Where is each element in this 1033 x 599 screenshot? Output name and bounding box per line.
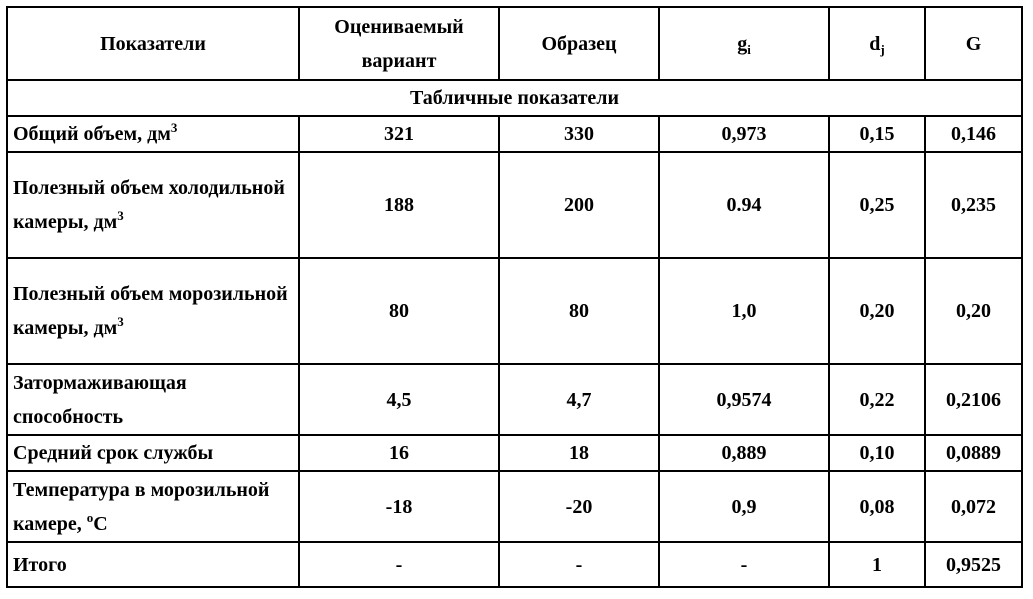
total-row xyxy=(7,542,1022,587)
cell-sample: 18 xyxy=(499,435,659,471)
row-label-text: Полезный объем морозильной камеры, дм xyxy=(13,283,288,339)
cell-evaluated: 4,5 xyxy=(299,364,499,435)
cell-d: 0,20 xyxy=(829,258,925,364)
cell-d: 0,15 xyxy=(829,116,925,152)
table-row xyxy=(7,435,1022,471)
cell-sample: 4,7 xyxy=(499,364,659,435)
section-row xyxy=(7,80,1022,116)
header-d-subscript: j xyxy=(880,41,885,57)
header-d-j xyxy=(829,7,925,80)
header-g-i xyxy=(659,7,829,80)
header-evaluated-variant: Оцениваемый вариант xyxy=(299,7,499,80)
row-label xyxy=(7,152,299,258)
table-row xyxy=(7,258,1022,364)
cell-d: 0,25 xyxy=(829,152,925,258)
cell-sample: 80 xyxy=(499,258,659,364)
row-label: Средний срок службы xyxy=(7,435,299,471)
section-title: Табличные показатели xyxy=(7,80,1022,116)
header-indicators: Показатели xyxy=(7,7,299,80)
cell-g: 0,9 xyxy=(659,471,829,542)
header-d-base: d xyxy=(869,32,881,55)
cell-g: - xyxy=(659,542,829,587)
row-label xyxy=(7,258,299,364)
row-label: Затормаживающая способность xyxy=(7,364,299,435)
cell-sample: - xyxy=(499,542,659,587)
header-sample: Образец xyxy=(499,7,659,80)
cell-G: 0,0889 xyxy=(925,435,1022,471)
indicators-table xyxy=(6,6,1023,588)
cell-G: 0,20 xyxy=(925,258,1022,364)
cell-sample: 200 xyxy=(499,152,659,258)
cell-evaluated: 188 xyxy=(299,152,499,258)
cell-g: 0.94 xyxy=(659,152,829,258)
row-label-tail: C xyxy=(93,512,108,535)
row-label xyxy=(7,116,299,152)
cell-sample: -20 xyxy=(499,471,659,542)
cell-G: 0,235 xyxy=(925,152,1022,258)
cell-g: 0,9574 xyxy=(659,364,829,435)
cell-d: 0,08 xyxy=(829,471,925,542)
header-g-subscript: i xyxy=(747,41,751,57)
cell-evaluated: 80 xyxy=(299,258,499,364)
cell-d: 0,10 xyxy=(829,435,925,471)
cell-G: 0,072 xyxy=(925,471,1022,542)
row-label-text: Полезный объем холодильной камеры, дм xyxy=(13,177,285,233)
table-row xyxy=(7,152,1022,258)
row-label: Итого xyxy=(7,542,299,587)
row-label-superscript: 3 xyxy=(170,120,178,135)
table-row xyxy=(7,364,1022,435)
cell-evaluated: -18 xyxy=(299,471,499,542)
row-label-superscript: 3 xyxy=(117,314,124,329)
cell-G: 0,146 xyxy=(925,116,1022,152)
cell-g: 0,973 xyxy=(659,116,829,152)
cell-G: 0,2106 xyxy=(925,364,1022,435)
cell-g: 1,0 xyxy=(659,258,829,364)
cell-evaluated: 321 xyxy=(299,116,499,152)
header-row xyxy=(7,7,1022,80)
table-row xyxy=(7,471,1022,542)
row-label-text: Общий объем, дм xyxy=(13,123,171,145)
row-label-superscript: o xyxy=(86,509,94,525)
row-label xyxy=(7,471,299,542)
table-row xyxy=(7,116,1022,152)
cell-d: 1 xyxy=(829,542,925,587)
cell-sample: 330 xyxy=(499,116,659,152)
row-label-superscript: 3 xyxy=(117,208,124,223)
cell-d: 0,22 xyxy=(829,364,925,435)
header-G: G xyxy=(925,7,1022,80)
cell-evaluated: 16 xyxy=(299,435,499,471)
row-label-text: Температура в морозильной камере, xyxy=(13,478,270,535)
cell-evaluated: - xyxy=(299,542,499,587)
cell-g: 0,889 xyxy=(659,435,829,471)
cell-G: 0,9525 xyxy=(925,542,1022,587)
header-g-base: g xyxy=(737,32,748,55)
